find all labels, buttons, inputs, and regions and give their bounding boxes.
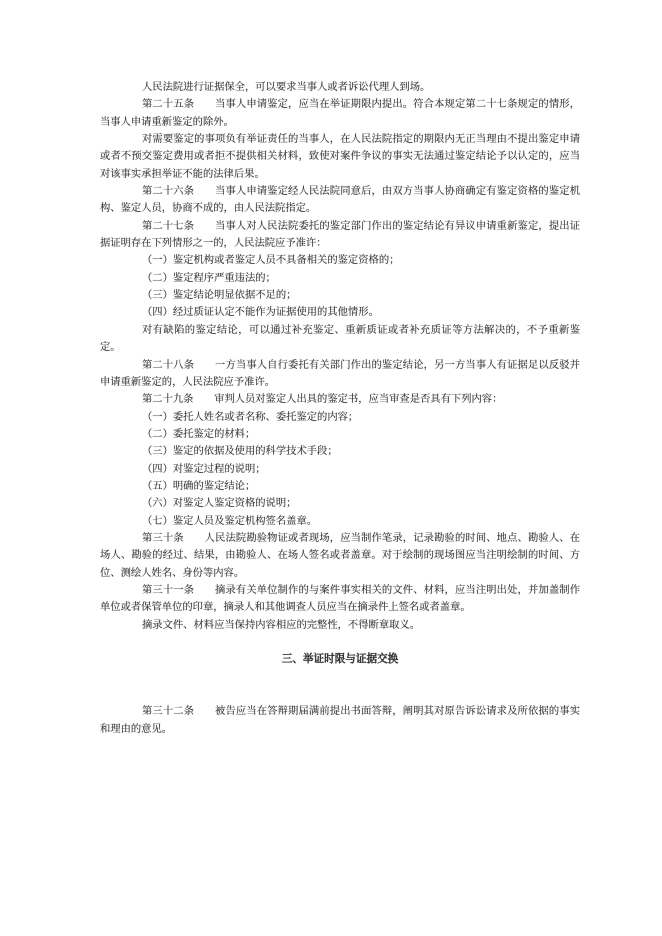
paragraph: 对需要鉴定的事项负有举证责任的当事人，在人民法院指定的期限内无正当理由不提出鉴定申请或者不预交鉴定费用或者拒不提供相关材料，致使对案件争议的事实无法通过鉴定结论予以认定的，应当对该事实承担举证不能的法律后果。 bbox=[100, 134, 580, 180]
paragraph: （二）委托鉴定的材料； bbox=[142, 428, 256, 440]
paragraph: （七）鉴定人员及鉴定机构签名盖章。 bbox=[142, 515, 318, 527]
paragraph: （四）经过质证认定不能作为证据使用的其他情形。 bbox=[142, 307, 379, 319]
paragraph: 人民法院进行证据保全，可以要求当事人或者诉讼代理人到场。 bbox=[142, 82, 431, 93]
paragraph: （一）鉴定机构或者鉴定人员不具备相关的鉴定资格的； bbox=[142, 255, 400, 267]
paragraph: （一）委托人姓名或者名称、委托鉴定的内容； bbox=[142, 411, 359, 423]
paragraph: 第二十七条 当事人对人民法院委托的鉴定部门作出的鉴定结论有异议申请重新鉴定，提出证据证明存在下列情形之一的，人民法院应予准许： bbox=[100, 220, 580, 250]
paragraph: （四）对鉴定过程的说明； bbox=[142, 463, 266, 475]
paragraph: 第二十八条 一方当事人自行委托有关部门作出的鉴定结论，另一方当事人有证据足以反驳并申请重新鉴定的，人民法院应予准许。 bbox=[100, 359, 580, 388]
paragraph: （三）鉴定的依据及使用的科学技术手段； bbox=[142, 446, 338, 458]
paragraph: 对有缺陷的鉴定结论，可以通过补充鉴定、重新质证或者补充质证等方法解决的，不予重新鉴定。 bbox=[100, 324, 580, 354]
paragraph: 摘录文件、材料应当保持内容相应的完整性，不得断章取义。 bbox=[142, 619, 421, 631]
paragraph: 第三十二条 被告应当在答辩期届满前提出书面答辩，阐明其对原告诉讼请求及所依据的事实和理由的意见。 bbox=[100, 706, 580, 735]
paragraph: 第三十一条 摘录有关单位制作的与案件事实相关的文件、材料，应当注明出处，并加盖制作单位或者保管单位的印章，摘录人和其他调查人员应当在摘录件上签名或者盖章。 bbox=[100, 584, 580, 614]
paragraph: 第二十六条 当事人申请鉴定经人民法院同意后，由双方当事人协商确定有鉴定资格的鉴定机构、鉴定人员，协商不成的，由人民法院指定。 bbox=[100, 186, 580, 215]
paragraph: （二）鉴定程序严重违法的； bbox=[142, 272, 276, 284]
paragraph: （六）对鉴定人鉴定资格的说明； bbox=[142, 498, 297, 510]
document-body bbox=[100, 79, 580, 738]
paragraph: 第二十九条 审判人员对鉴定人出具的鉴定书，应当审查是否具有下列内容： bbox=[142, 394, 503, 406]
section-heading: 三、举证时限与证据交换 bbox=[281, 654, 399, 666]
paragraph: （五）明确的鉴定结论； bbox=[142, 480, 256, 492]
paragraph: 第二十五条 当事人申请鉴定，应当在举证期限内提出。符合本规定第二十七条规定的情形，当事人申请重新鉴定的除外。 bbox=[100, 99, 580, 128]
paragraph: 第三十条 人民法院勘验物证或者现场，应当制作笔录，记录勘验的时间、地点、勘验人、在场人、勘验的经过、结果，由勘验人、在场人签名或者盖章。对于绘制的现场图应当注明绘制的时间、方位、测绘人姓名、身份等内容。 bbox=[100, 532, 580, 579]
paragraph: （三）鉴定结论明显依据不足的； bbox=[142, 290, 297, 302]
